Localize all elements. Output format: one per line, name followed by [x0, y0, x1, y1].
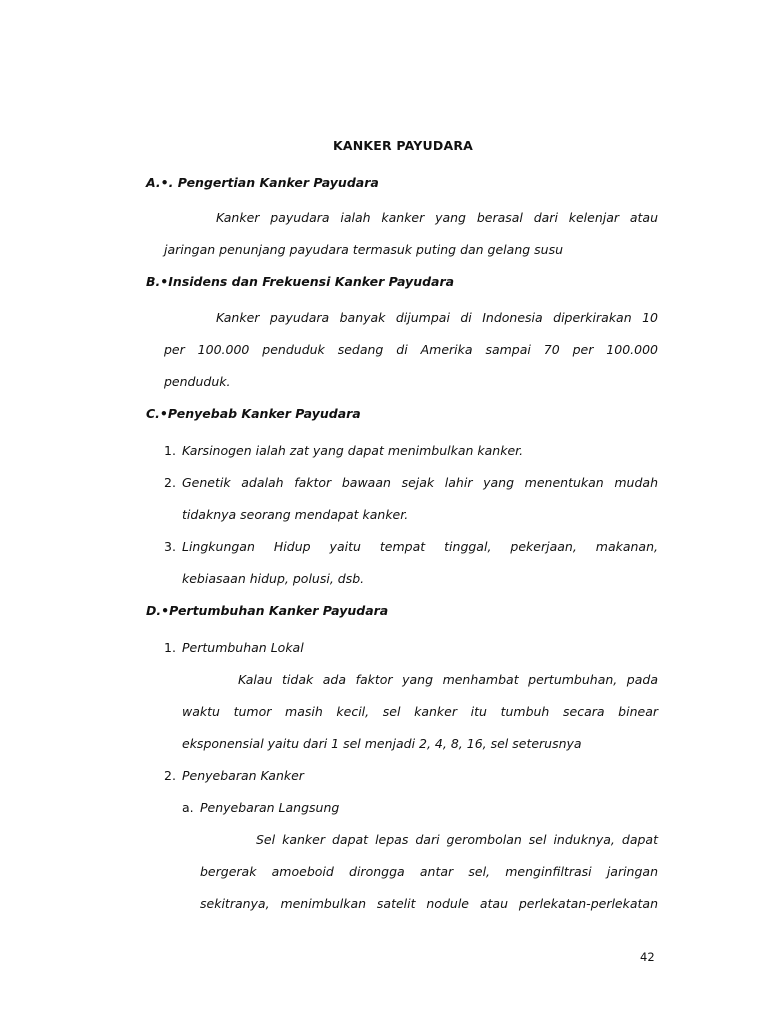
section-d-sub-a-line-1: Sel kanker dapat lepas dari gerombolan sel induknya, dapat	[256, 832, 658, 847]
section-d-item-1-line-3: eksponensial yaitu dari 1 sel menjadi 2, 4, 8, 16, sel seterusnya	[182, 736, 582, 751]
section-c-item-1-line-1: Karsinogen ialah zat yang dapat menimbulkan kanker.	[182, 443, 524, 458]
section-c-item-2-number: 2.	[164, 475, 176, 490]
section-c-item-1-number: 1.	[164, 443, 176, 458]
section-c-item-2-line-2: tidaknya seorang mendapat kanker.	[182, 507, 409, 522]
section-d-sub-a-line-3: sekitranya, menimbulkan satelit nodule atau perlekatan-perlekatan	[200, 896, 658, 911]
section-d-sub-a-label: Penyebaran Langsung	[200, 800, 340, 815]
section-c-item-2-line-1: Genetik adalah faktor bawaan sejak lahir yang menentukan mudah	[182, 475, 658, 490]
section-b-heading: B.•Insidens dan Frekuensi Kanker Payudara	[146, 274, 455, 289]
section-a-line-2: jaringan penunjang payudara termasuk puting dan gelang susu	[164, 242, 564, 257]
document-title: KANKER PAYUDARA	[332, 138, 474, 153]
section-c-item-3-line-1: Lingkungan Hidup yaitu tempat tinggal, pekerjaan, makanan,	[182, 539, 658, 554]
section-d-item-2-number: 2.	[164, 768, 176, 783]
section-d-item-1-line-1: Kalau tidak ada faktor yang menhambat pertumbuhan, pada	[238, 672, 658, 687]
section-d-item-2-label: Penyebaran Kanker	[182, 768, 304, 783]
section-c-heading: C.•Penyebab Kanker Payudara	[146, 406, 361, 421]
section-d-sub-a-letter: a.	[182, 800, 194, 815]
section-d-item-1-label: Pertumbuhan Lokal	[182, 640, 304, 655]
section-c-item-3-number: 3.	[164, 539, 176, 554]
section-c-item-3-line-2: kebiasaan hidup, polusi, dsb.	[182, 571, 365, 586]
section-a-heading: A.•. Pengertian Kanker Payudara	[146, 175, 379, 190]
section-d-item-1-number: 1.	[164, 640, 176, 655]
section-b-line-2: per 100.000 penduduk sedang di Amerika sampai 70 per 100.000	[164, 342, 658, 357]
section-b-line-1: Kanker payudara banyak dijumpai di Indonesia diperkirakan 10	[216, 310, 658, 325]
section-b-line-3: penduduk.	[164, 374, 231, 389]
page-number: 42	[640, 950, 655, 964]
section-d-item-1-line-2: waktu tumor masih kecil, sel kanker itu tumbuh secara binear	[182, 704, 658, 719]
section-d-sub-a-line-2: bergerak amoeboid dirongga antar sel, menginfiltrasi jaringan	[200, 864, 658, 879]
section-d-heading: D.•Pertumbuhan Kanker Payudara	[146, 603, 389, 618]
section-a-line-1: Kanker payudara ialah kanker yang berasal dari kelenjar atau	[216, 210, 658, 225]
